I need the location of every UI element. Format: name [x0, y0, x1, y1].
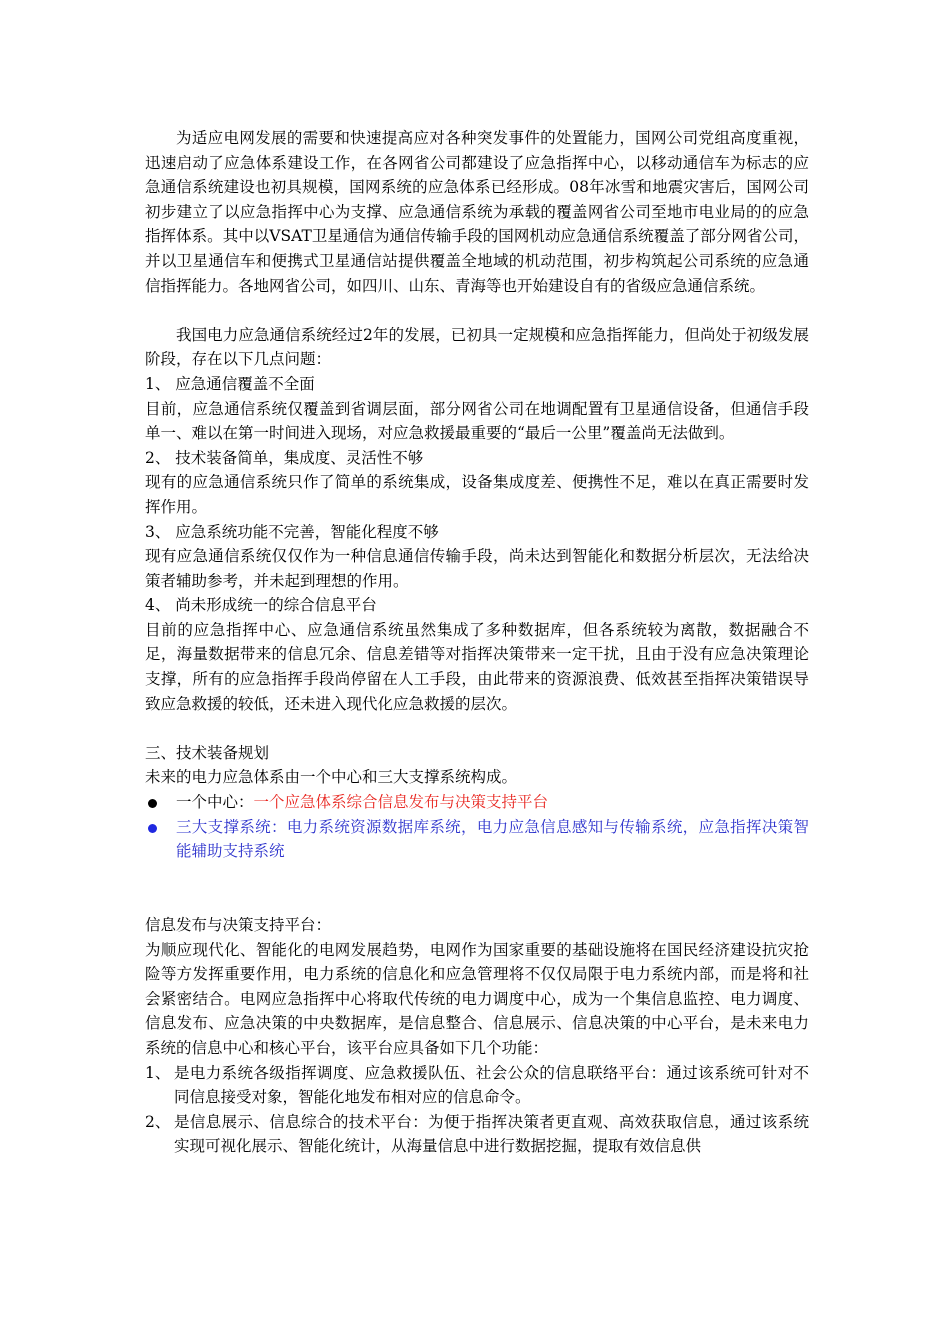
function-text: 是信息展示、信息综合的技术平台：为便于指挥决策者更直观、高效获取信息，通过该系统实现可视化展示、智能化统计，从海量信息中进行数据挖掘，提取有效信息供: [174, 1112, 809, 1156]
issue-4-body: 目前的应急指挥中心、应急通信系统虽然集成了多种数据库，但各系统较为离散，数据融合不足，海量数据带来的信息冗余、信息差错等对指挥决策带来一定干扰，且由于没有应急决策理论支撑，所有的应急指挥手段尚停留在人工手段，由此带来的资源浪费、低效甚至指挥决策错误导致应急救援的较低，还未进入现代化应急救援的层次。: [145, 620, 809, 713]
section-3-intro: 未来的电力应急体系由一个中心和三大支撑系统构成。: [145, 768, 518, 787]
function-item-2: [145, 1110, 809, 1159]
spacer: [145, 716, 809, 741]
issue-1-title: 1、 应急通信覆盖不全面: [145, 374, 315, 393]
bullet-value-blue: 电力系统资源数据库系统，电力应急信息感知与传输系统，应急指挥决策智能辅助支持系统: [176, 817, 809, 861]
bullet-item-support-systems: [145, 815, 809, 864]
function-number: 1、: [145, 1063, 171, 1082]
issue-4-title: 4、 尚未形成统一的综合信息平台: [145, 596, 377, 615]
issue-2-body: 现有的应急通信系统只作了简单的系统集成，设备集成度差、便携性不足，难以在真正需要时发挥作用。: [145, 473, 809, 516]
bullet-value-red: 一个应急体系综合信息发布与决策支持平台: [253, 793, 549, 812]
intro-paragraph-2: 我国电力应急通信系统经过2年的发展，已初具一定规模和应急指挥能力，但尚处于初级发展阶段，存在以下几点问题：: [145, 325, 809, 369]
spacer: [145, 298, 809, 323]
function-item-1: [145, 1061, 809, 1110]
function-text: 是电力系统各级指挥调度、应急救援队伍、社会公众的信息联络平台：通过该系统可针对不同信息接受对象，智能化地发布相对应的信息命令。: [174, 1063, 809, 1107]
bullet-dot-icon: [148, 799, 157, 808]
function-number: 2、: [145, 1112, 171, 1131]
intro-paragraph-1: 为适应电网发展的需要和快速提高应对各种突发事件的处置能力，国网公司党组高度重视，迅速启动了应急体系建设工作，在各网省公司都建设了应急指挥中心，以移动通信车为标志的应急通信系统建设也初具规模，国网系统的应急体系已经形成。08年冰雪和地震灾害后，国网公司初步建立了以应急指挥中心为支撑、应急通信系统为承载的覆盖网省公司至地市电业局的的应急指挥体系。其中以VSAT卫星通信为通信传输手段的国网机动应急通信系统覆盖了部分网省公司，并以卫星通信车和便携式卫星通信站提供覆盖全地域的机动范围，初步构筑起公司系统的应急通信指挥能力。各地网省公司，如四川、山东、青海等也开始建设自有的省级应急通信系统。: [145, 129, 809, 295]
platform-title: 信息发布与决策支持平台：: [145, 916, 332, 934]
bullet-label: 一个中心：: [176, 793, 254, 812]
issue-2-title: 2、 技术装备简单，集成度、灵活性不够: [145, 448, 424, 467]
bullet-label: 三大支撑系统：: [176, 817, 287, 836]
bullet-dot-icon: [148, 824, 157, 833]
spacer: [145, 864, 809, 913]
section-3-title: 三、技术装备规划: [145, 743, 270, 762]
issue-3-body: 现有应急通信系统仅仅作为一种信息通信传输手段，尚未达到智能化和数据分析层次，无法给决策者辅助参考，并未起到理想的作用。: [145, 547, 809, 590]
bullet-item-center: [145, 790, 809, 815]
issue-3-title: 3、 应急系统功能不完善，智能化程度不够: [145, 522, 439, 541]
document-page: [145, 126, 809, 1159]
issue-1-body: 目前，应急通信系统仅覆盖到省调层面，部分网省公司在地调配置有卫星通信设备，但通信手段单一、难以在第一时间进入现场，对应急救援最重要的“最后一公里”覆盖尚无法做到。: [145, 399, 809, 443]
platform-body: 为顺应现代化、智能化的电网发展趋势，电网作为国家重要的基础设施将在国民经济建设抗灾抢险等方发挥重要作用，电力系统的信息化和应急管理将不仅仅局限于电力系统内部，而是将和社会紧密结合。电网应急指挥中心将取代传统的电力调度中心，成为一个集信息监控、电力调度、信息发布、应急决策的中央数据库，是信息整合、信息展示、信息决策的中心平台，是未来电力系统的信息中心和核心平台，该平台应具备如下几个功能：: [145, 940, 809, 1057]
